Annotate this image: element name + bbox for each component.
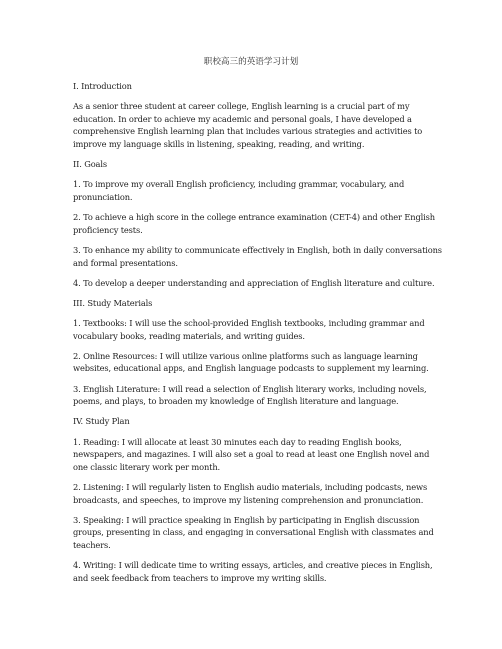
paragraph: 3. Speaking: I will practice speaking in English by participating in English discussion groups, presenting in class, and engaging in conversational English with classmates and teachers. <box>73 514 434 550</box>
paragraph: 1. To improve my overall English proficiency, including grammar, vocabulary, and pronunciation. <box>73 179 405 202</box>
section-heading-introduction: I. Introduction <box>73 81 132 91</box>
paragraph: 4. Writing: I will dedicate time to writing essays, articles, and creative pieces in English, and seek feedback from teachers to improve my writing skills. <box>73 560 433 583</box>
paragraph: 2. Online Resources: I will utilize various online platforms such as language learning websites, educational apps, and English language podcasts to supplement my learning. <box>73 350 429 374</box>
section-heading-goals: II. Goals <box>73 159 107 170</box>
paragraph: As a senior three student at career college, English learning is a crucial part of my education. In order to achieve my academic and personal goals, I have developed a comprehensive English learning plan that includes various strategies and activities to improve my language skills in listening, speaking, reading, and writing. <box>73 101 423 149</box>
paragraph: 2. Listening: I will regularly listen to English audio materials, including podcasts, news broadcasts, and speeches, to improve my listening comprehension and pronunciation. <box>73 481 428 505</box>
paragraph: 1. Reading: I will allocate at least 30 minutes each day to reading English books, newspapers, and magazines. I will also set a goal to read at least one English novel and one classic literary work per month. <box>73 436 430 472</box>
section-heading-study-materials: III. Study Materials <box>73 297 153 308</box>
paragraph: 4. To develop a deeper understanding and appreciation of English literature and culture. <box>73 277 435 288</box>
document-title: 职校高三的英语学习计划 <box>203 57 299 67</box>
paragraph: 3. To enhance my ability to communicate effectively in English, both in daily conversations and formal presentations. <box>73 244 442 268</box>
paragraph: 2. To achieve a high score in the college entrance examination (CET-4) and other English proficiency tests. <box>73 212 435 235</box>
document-body <box>73 80 445 592</box>
paragraph: 1. Textbooks: I will use the school-provided English textbooks, including grammar and vocabulary books, reading materials, and writing guides. <box>73 318 425 341</box>
section-heading-study-plan: IV. Study Plan <box>73 416 130 427</box>
paragraph: 3. English Literature: I will read a selection of English literary works, including novels, poems, and plays, to broaden my knowledge of English literature and language. <box>73 383 427 407</box>
